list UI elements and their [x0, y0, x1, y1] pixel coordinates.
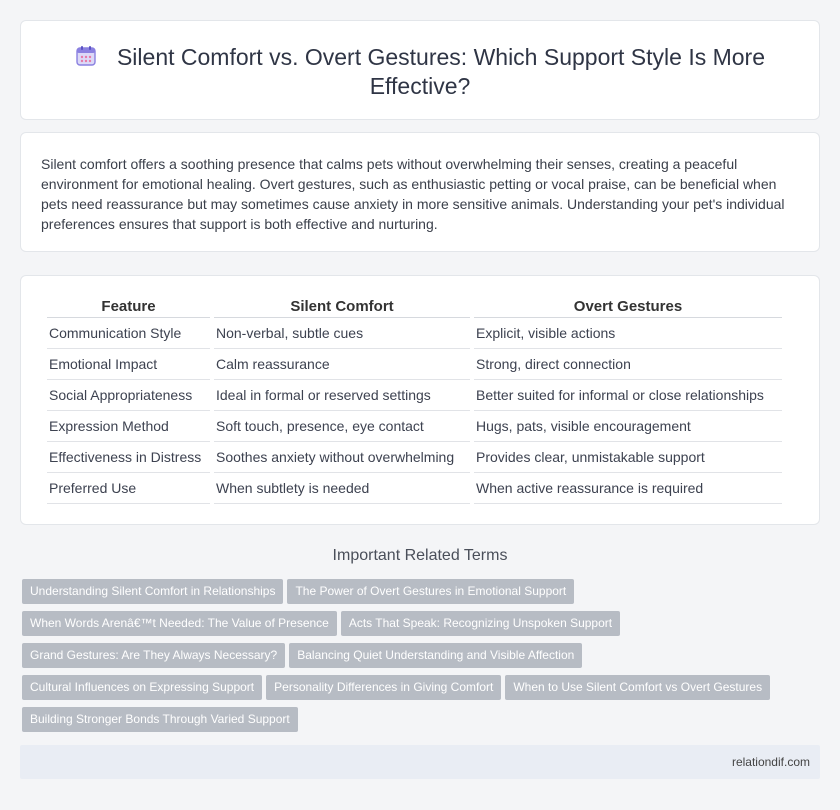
- tag-row: [22, 707, 812, 739]
- related-term-tag[interactable]: The Power of Overt Gestures in Emotional Support: [287, 579, 574, 604]
- table-row: [47, 442, 782, 473]
- related-term-tag[interactable]: Building Stronger Bonds Through Varied Support: [22, 707, 298, 732]
- cell-feature: Preferred Use: [47, 473, 210, 504]
- related-term-tag[interactable]: Balancing Quiet Understanding and Visible Affection: [289, 643, 582, 668]
- tag-row: [22, 579, 812, 611]
- cell-overt-gestures: Hugs, pats, visible encouragement: [474, 411, 782, 442]
- related-terms-title: Important Related Terms: [332, 547, 508, 564]
- calendar-icon: [75, 45, 97, 67]
- intro-paragraph: Silent comfort offers a soothing presence that calms pets without overwhelming their senses, creating a peaceful environment for emotional healing. Overt gestures, such as enthusiastic petting or vocal praise, can be beneficial when pets need reassurance but may sometimes cause anxiety in more sensitive animals. Understanding your pet's individual preferences ensures that support is both effective and nurturing.: [41, 156, 785, 232]
- related-term-tag[interactable]: Cultural Influences on Expressing Support: [22, 675, 262, 700]
- related-term-tag[interactable]: Understanding Silent Comfort in Relationships: [22, 579, 283, 604]
- cell-overt-gestures: Provides clear, unmistakable support: [474, 442, 782, 473]
- title-wrap: [61, 43, 779, 101]
- footer: [20, 745, 820, 779]
- header-feature: Feature: [47, 296, 210, 318]
- page-title-text: Silent Comfort vs. Overt Gestures: Which Support Style Is More Effective?: [116, 44, 766, 99]
- cell-silent-comfort: Ideal in formal or reserved settings: [214, 380, 470, 411]
- header-card: [20, 20, 820, 120]
- footer-site[interactable]: relationdif.com: [731, 755, 810, 769]
- related-term-tag[interactable]: Grand Gestures: Are They Always Necessary?: [22, 643, 285, 668]
- tag-row: [22, 611, 812, 643]
- table-header-row: [47, 296, 782, 318]
- cell-feature: Social Appropriateness: [47, 380, 210, 411]
- related-term-tag[interactable]: Personality Differences in Giving Comfort: [266, 675, 501, 700]
- header-overt-gestures: Overt Gestures: [474, 296, 782, 318]
- related-term-tag[interactable]: When Words Arenâ€™t Needed: The Value of Presence: [22, 611, 337, 636]
- cell-feature: Effectiveness in Distress: [47, 442, 210, 473]
- table-row: [47, 318, 782, 349]
- cell-silent-comfort: Soft touch, presence, eye contact: [214, 411, 470, 442]
- cell-overt-gestures: Better suited for informal or close relationships: [474, 380, 782, 411]
- cell-feature: Expression Method: [47, 411, 210, 442]
- tag-row: [22, 675, 812, 707]
- table-row: [47, 349, 782, 380]
- cell-silent-comfort: Calm reassurance: [214, 349, 470, 380]
- cell-feature: Emotional Impact: [47, 349, 210, 380]
- header-silent-comfort: Silent Comfort: [214, 296, 470, 318]
- cell-overt-gestures: Strong, direct connection: [474, 349, 782, 380]
- related-term-tag[interactable]: When to Use Silent Comfort vs Overt Gestures: [505, 675, 770, 700]
- table-row: [47, 380, 782, 411]
- related-term-tag[interactable]: Acts That Speak: Recognizing Unspoken Support: [341, 611, 620, 636]
- table-body: [47, 318, 782, 504]
- comparison-table: [43, 296, 786, 504]
- page-title: [61, 43, 779, 101]
- tag-row: [22, 643, 812, 675]
- table-row: [47, 411, 782, 442]
- cell-overt-gestures: Explicit, visible actions: [474, 318, 782, 349]
- comparison-table-card: [20, 275, 820, 525]
- cell-overt-gestures: When active reassurance is required: [474, 473, 782, 504]
- intro-card: [20, 132, 820, 252]
- cell-silent-comfort: When subtlety is needed: [214, 473, 470, 504]
- related-terms-list: [22, 579, 812, 739]
- cell-silent-comfort: Non-verbal, subtle cues: [214, 318, 470, 349]
- cell-feature: Communication Style: [47, 318, 210, 349]
- cell-silent-comfort: Soothes anxiety without overwhelming: [214, 442, 470, 473]
- table-row: [47, 473, 782, 504]
